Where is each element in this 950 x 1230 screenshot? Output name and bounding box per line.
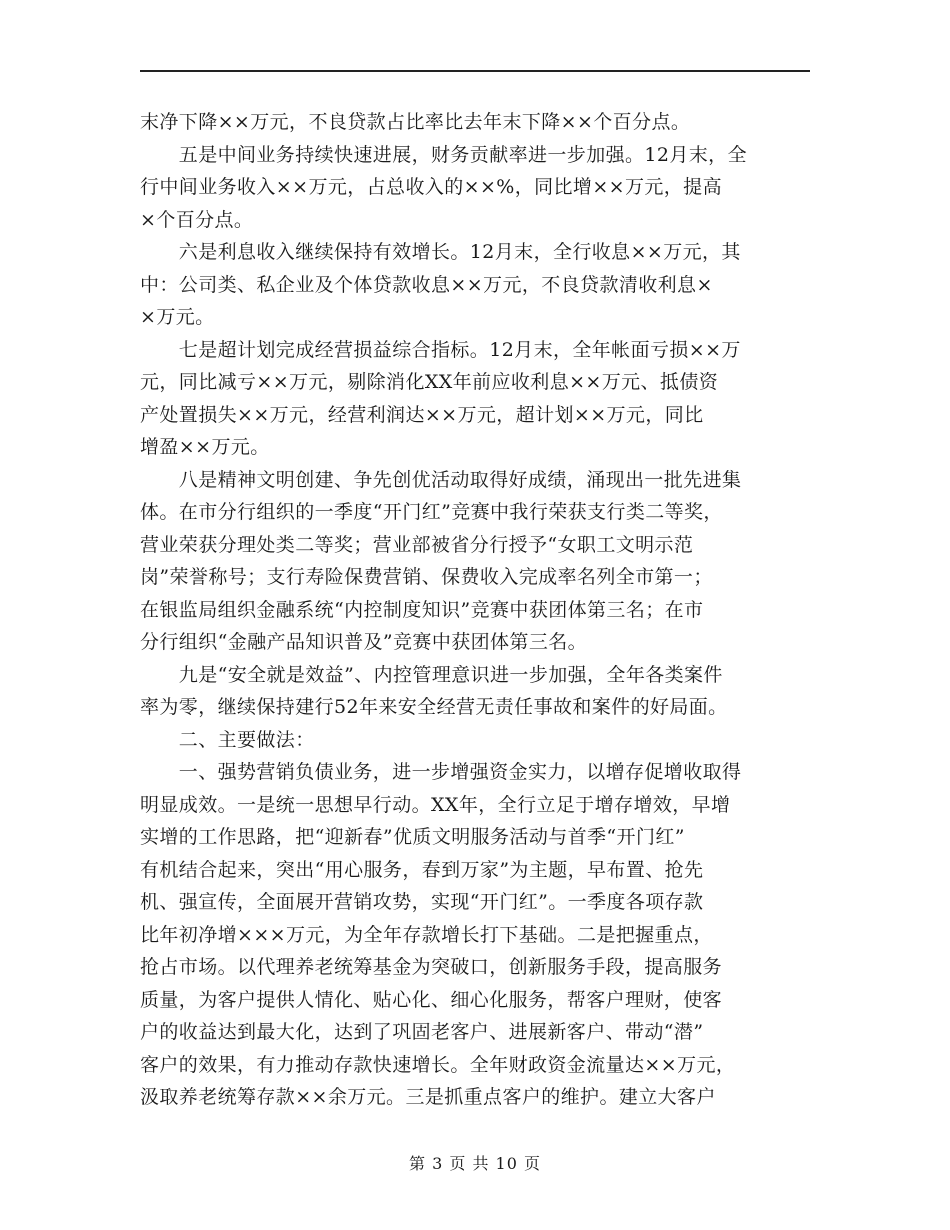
text-line: 分行组织“金融产品知识普及”竞赛中获团体第三名。 bbox=[140, 631, 588, 653]
text-line: 机、强宣传，全面展开营销攻势，实现“开门红”。一季度各项存款 bbox=[140, 891, 704, 913]
text-line: 实增的工作思路，把“迎新春”优质文明服务活动与首季“开门红” bbox=[140, 826, 685, 848]
text-line: 岗”荣誉称号；支行寿险保费营销、保费收入完成率名列全市第一； bbox=[140, 566, 713, 588]
text-line: 营业荣获分理处类二等奖；营业部被省分行授予“女职工文明示范 bbox=[140, 533, 694, 556]
text-line: 增盈××万元。 bbox=[140, 436, 270, 458]
document-body bbox=[140, 106, 810, 1114]
text-line: 二、主要做法： bbox=[140, 728, 315, 751]
text-line: 体。在市分行组织的一季度“开门红”竞赛中我行荣获支行类二等奖， bbox=[140, 501, 723, 523]
text-line: 六是利息收入继续保持有效增长。12月末，全行收息××万元，其 bbox=[140, 241, 741, 263]
text-line: 汲取养老统筹存款××余万元。三是抓重点客户的维护。建立大客户 bbox=[140, 1086, 716, 1108]
text-line: 末净下降××万元，不良贷款占比率比去年末下降××个百分点。 bbox=[140, 111, 691, 133]
header-rule bbox=[140, 70, 810, 72]
text-line: 有机结合起来，突出“用心服务，春到万家”为主题，早布置、抢先 bbox=[140, 858, 704, 881]
text-line: 比年初净增×××万元，为全年存款增长打下基础。二是把握重点， bbox=[140, 923, 713, 946]
text-line: 明显成效。一是统一思想早行动。XX年，全行立足于增存增效，早增 bbox=[140, 793, 731, 816]
text-line: 九是“安全就是效益”、内控管理意识进一步加强，全年各类案件 bbox=[140, 663, 723, 686]
text-line: 客户的效果，有力推动存款快速增长。全年财政资金流量达××万元， bbox=[140, 1053, 736, 1076]
text-line: 五是中间业务持续快速进展，财务贡献率进一步加强。12月末，全 bbox=[140, 143, 747, 166]
text-line: 行中间业务收入××万元，占总收入的××%，同比增××万元，提高 bbox=[140, 176, 722, 198]
text-line: 产处置损失××万元，经营利润达××万元，超计划××万元，同比 bbox=[140, 403, 704, 426]
text-line: 元，同比减亏××万元，剔除消化XX年前应收利息××万元、抵债资 bbox=[140, 371, 719, 393]
text-line: ×万元。 bbox=[140, 306, 215, 328]
text-line: ×个百分点。 bbox=[140, 208, 254, 231]
text-line: 八是精神文明创建、争先创优活动取得好成绩，涌现出一批先进集 bbox=[140, 468, 742, 491]
text-line: 一、强势营销负债业务，进一步增强资金实力，以增存促增收取得 bbox=[140, 761, 742, 783]
text-line: 率为零，继续保持建行52年来安全经营无责任事故和案件的好局面。 bbox=[140, 696, 728, 718]
text-line: 户的收益达到最大化，达到了巩固老客户、进展新客户、带动“潜” bbox=[140, 1021, 704, 1043]
text-line: 中：公司类、私企业及个体贷款收息××万元，不良贷款清收利息× bbox=[140, 273, 713, 296]
text-line: 质量，为客户提供人情化、贴心化、细心化服务，帮客户理财，使客 bbox=[140, 988, 723, 1011]
text-line: 七是超计划完成经营损益综合指标。12月末，全年帐面亏损××万 bbox=[140, 338, 741, 361]
text-line: 抢占市场。以代理养老统筹基金为突破口，创新服务手段，提高服务 bbox=[140, 956, 723, 978]
page-footer: 第 3 页 共 10 页 bbox=[409, 1154, 541, 1173]
text-line: 在银监局组织金融系统“内控制度知识”竞赛中获团体第三名；在市 bbox=[140, 598, 704, 621]
